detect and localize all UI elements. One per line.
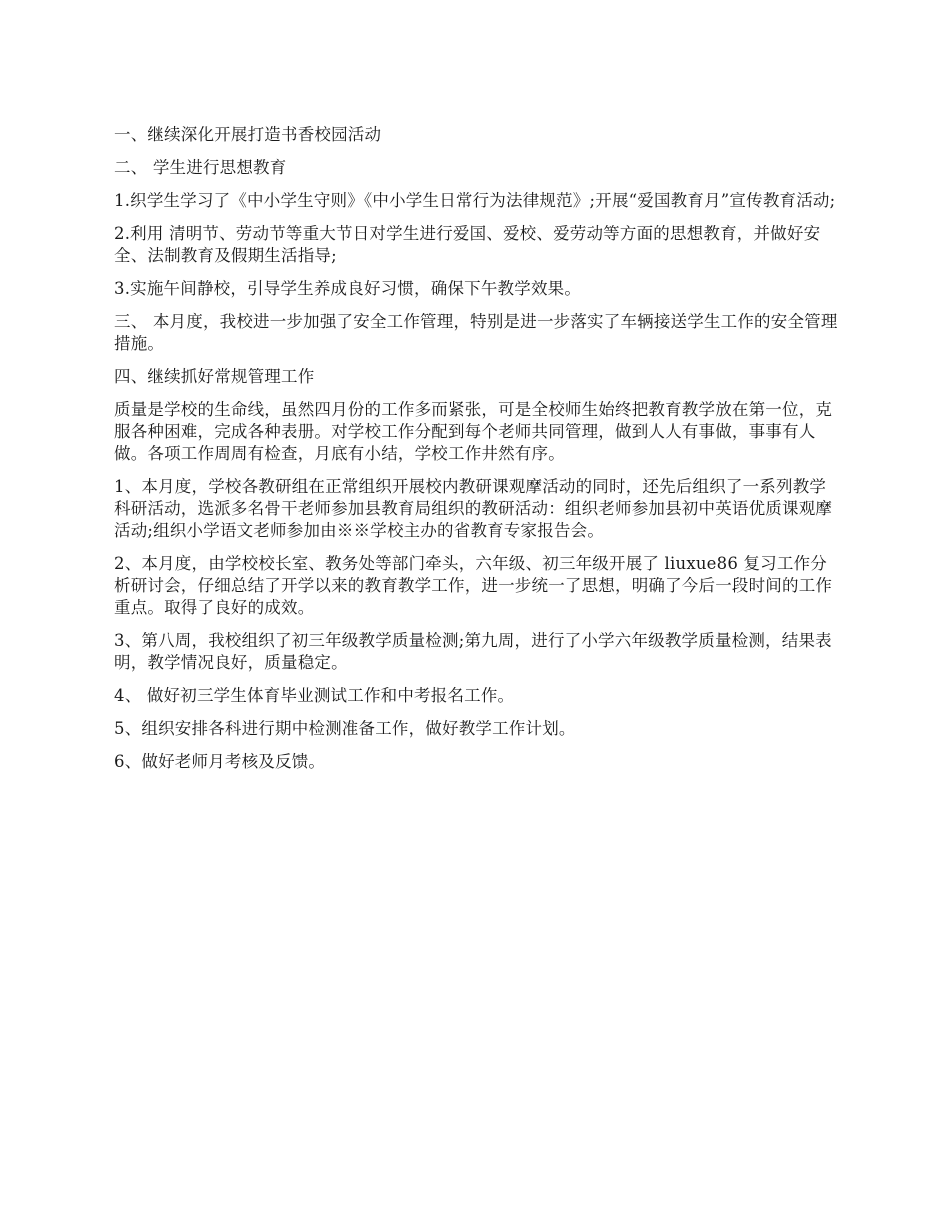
paragraph-2-3: 3.实施午间静校，引导学生养成良好习惯，确保下午教学效果。 <box>114 279 582 298</box>
paragraph-2-2: 2.利用 清明节、劳动节等重大节日对学生进行爱国、爱校、爱劳动等方面的思想教育，并做好安全、法制教育及假期生活指导; <box>114 224 821 265</box>
paragraph-2-1: 1.织学生学习了《中小学生守则》《中小学生日常行为法律规范》;开展“爱国教育月”宣传教育活动; <box>114 191 836 210</box>
paragraph-4-5: 5、组织安排各科进行期中检测准备工作，做好教学工作计划。 <box>114 719 576 738</box>
paragraph-4-intro: 质量是学校的生命线，虽然四月份的工作多而紧张，可是全校师生始终把教育教学放在第一位，克服各种困难，完成各种表册。对学校工作分配到每个老师共同管理，做到人人有事做，事事有人做。各项工作周周有检查，月底有小结，学校工作井然有序。 <box>114 400 833 463</box>
paragraph-4-4: 4、 做好初三学生体育毕业测试工作和中考报名工作。 <box>114 686 515 705</box>
heading-1: 一、继续深化开展打造书香校园活动 <box>114 125 382 144</box>
heading-4: 四、继续抓好常规管理工作 <box>114 367 315 386</box>
paragraph-4-6: 6、做好老师月考核及反馈。 <box>114 752 326 771</box>
heading-3: 三、 本月度，我校进一步加强了安全工作管理，特别是进一步落实了车辆接送学生工作的安全管理措施。 <box>114 312 838 353</box>
paragraph-4-1: 1、本月度，学校各教研组在正常组织开展校内教研课观摩活动的同时，还先后组织了一系列教学科研活动，选派多名骨干老师参加县教育局组织的教研活动：组织老师参加县初中英语优质课观摩活动;组织小学语文老师参加由※※学校主办的省教育专家报告会。 <box>114 477 833 540</box>
paragraph-4-3: 3、第八周，我校组织了初三年级教学质量检测;第九周，进行了小学六年级教学质量检测，结果表明，教学情况良好，质量稳定。 <box>114 631 832 672</box>
heading-2: 二、 学生进行思想教育 <box>114 158 287 177</box>
paragraph-4-2: 2、本月度，由学校校长室、教务处等部门牵头，六年级、初三年级开展了 liuxue86 复习工作分析研讨会，仔细总结了开学以来的教育教学工作，进一步统一了思想，明确了今后一段时间的工作重点。取得了良好的成效。 <box>114 554 833 617</box>
